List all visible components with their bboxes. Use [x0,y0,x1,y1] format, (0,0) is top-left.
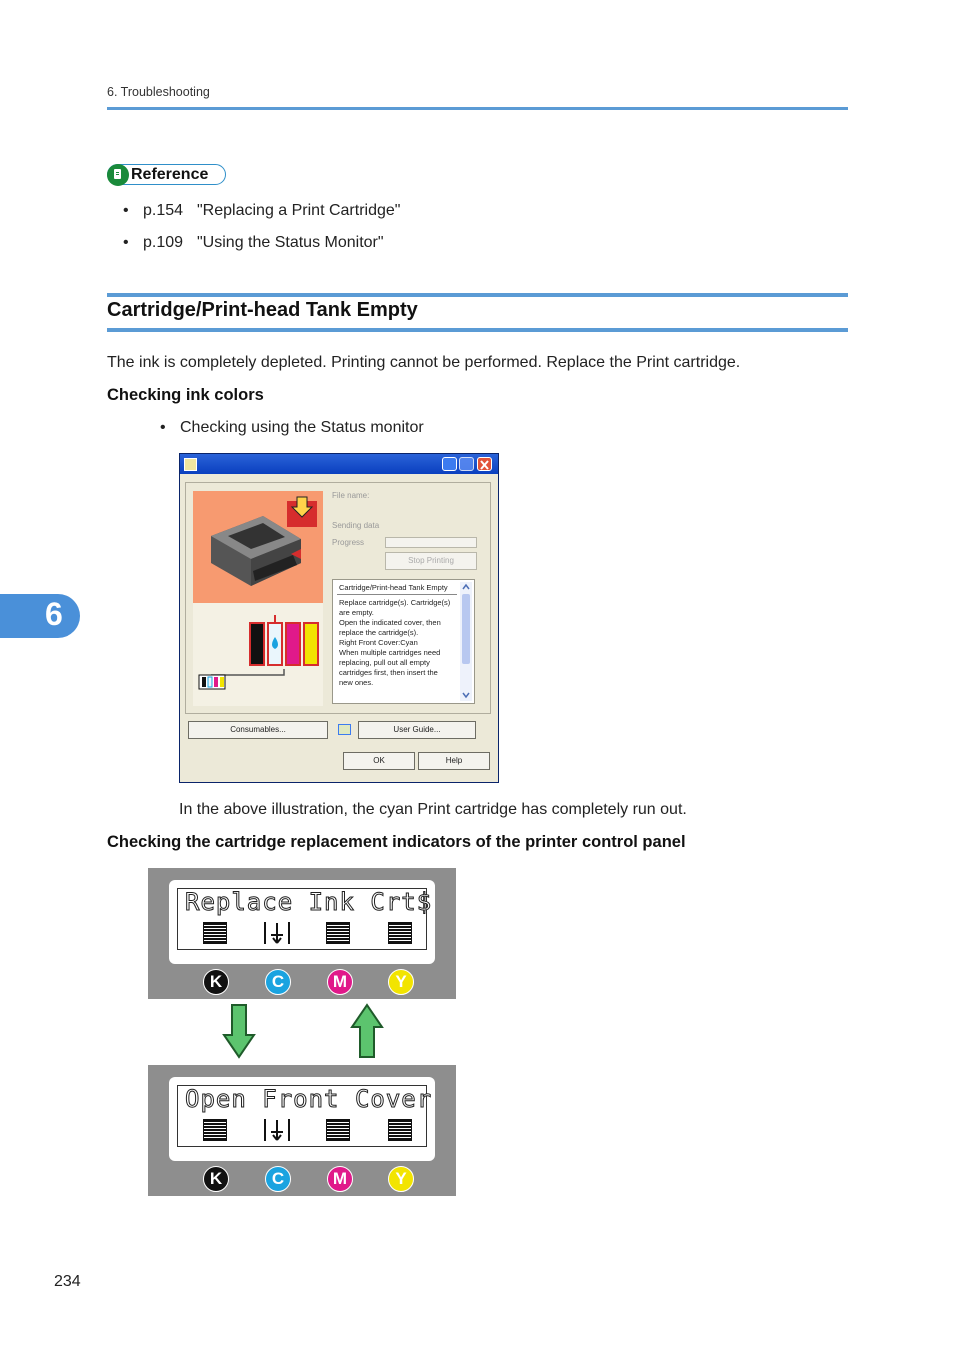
ink-level-full-icon [326,922,350,944]
reference-item: • p.154 "Replacing a Print Cartridge" [123,202,401,219]
arrow-up-icon [350,1003,384,1059]
ink-label-k: K [203,969,229,995]
section-rule-top [107,293,848,297]
illustration-caption: In the above illustration, the cyan Print cartridge has completely run out. [179,801,687,818]
status-message-box: Cartridge/Print-head Tank Empty Replace cartridge(s). Cartridge(s) are empty. Open the indicated cover, then replace the cartridge(s). Right Front Cover:Cyan When multiple cartridges need replacing, pull out all empty cartridges first, then insert the new ones. [332,579,475,704]
ink-level-full-icon [388,922,412,944]
printer-icon [193,491,323,603]
scroll-thumb[interactable] [462,594,470,664]
ink-level-full-icon [388,1119,412,1141]
user-guide-button[interactable]: User Guide... [358,721,476,739]
ink-level-full-icon [326,1119,350,1141]
ink-label-k: K [203,1166,229,1192]
ink-empty-icon [263,921,291,945]
bullet-status-monitor: • Checking using the Status monitor [160,419,424,436]
subheading-control-panel: Checking the cartridge replacement indicators of the printer control panel [107,833,686,851]
ink-level-full-icon [203,1119,227,1141]
control-panel-display-2 [148,1065,456,1196]
ink-label-y: Y [388,1166,414,1192]
page-number: 234 [54,1273,81,1290]
running-head: 6. Troubleshooting [107,85,210,99]
sending-data-label: Sending data [332,521,380,530]
chapter-number: 6 [45,596,63,632]
consumables-button[interactable]: Consumables... [188,721,328,739]
close-icon [478,459,491,471]
lcd-message: Open Front Cover [185,1085,433,1113]
arrow-down-icon [222,1003,256,1059]
scroll-down-icon [462,691,470,699]
dialog-titlebar [180,454,498,474]
app-icon [184,458,197,471]
section-rule-bottom [107,328,848,332]
message-scrollbar[interactable] [460,582,472,701]
progress-label: Progress [332,538,365,547]
ink-label-c: C [265,1166,291,1192]
progress-bar [385,537,477,548]
ink-label-m: M [327,969,353,995]
cartridges-icon [193,603,323,706]
file-name-label: File name: [332,491,370,500]
scroll-up-icon [462,583,470,591]
chapter-tab [0,594,80,638]
minimize-button[interactable] [442,457,457,471]
ink-label-c: C [265,969,291,995]
reference-icon [107,164,129,186]
status-monitor-dialog [179,453,499,783]
header-rule [107,107,848,110]
subheading-ink-colors: Checking ink colors [107,386,264,404]
cartridge-illustration [193,603,323,706]
maximize-button[interactable] [459,457,474,471]
close-button[interactable] [477,457,492,471]
ink-label-m: M [327,1166,353,1192]
intro-text: The ink is completely depleted. Printing cannot be performed. Replace the Print cartridge. [107,354,741,371]
help-button[interactable]: Help [418,752,490,770]
ink-empty-icon [263,1118,291,1142]
reference-label: Reference [131,166,209,183]
ink-level-full-icon [203,922,227,944]
reference-item: • p.109 "Using the Status Monitor" [123,234,384,251]
stop-printing-button[interactable]: Stop Printing [385,552,477,570]
ink-label-y: Y [388,969,414,995]
ok-button[interactable]: OK [343,752,415,770]
section-title: Cartridge/Print-head Tank Empty [107,299,418,321]
user-guide-icon [338,724,351,735]
lcd-message: Replace Ink Crt$ [185,888,433,916]
control-panel-display-1 [148,868,456,999]
printer-illustration [193,491,323,603]
